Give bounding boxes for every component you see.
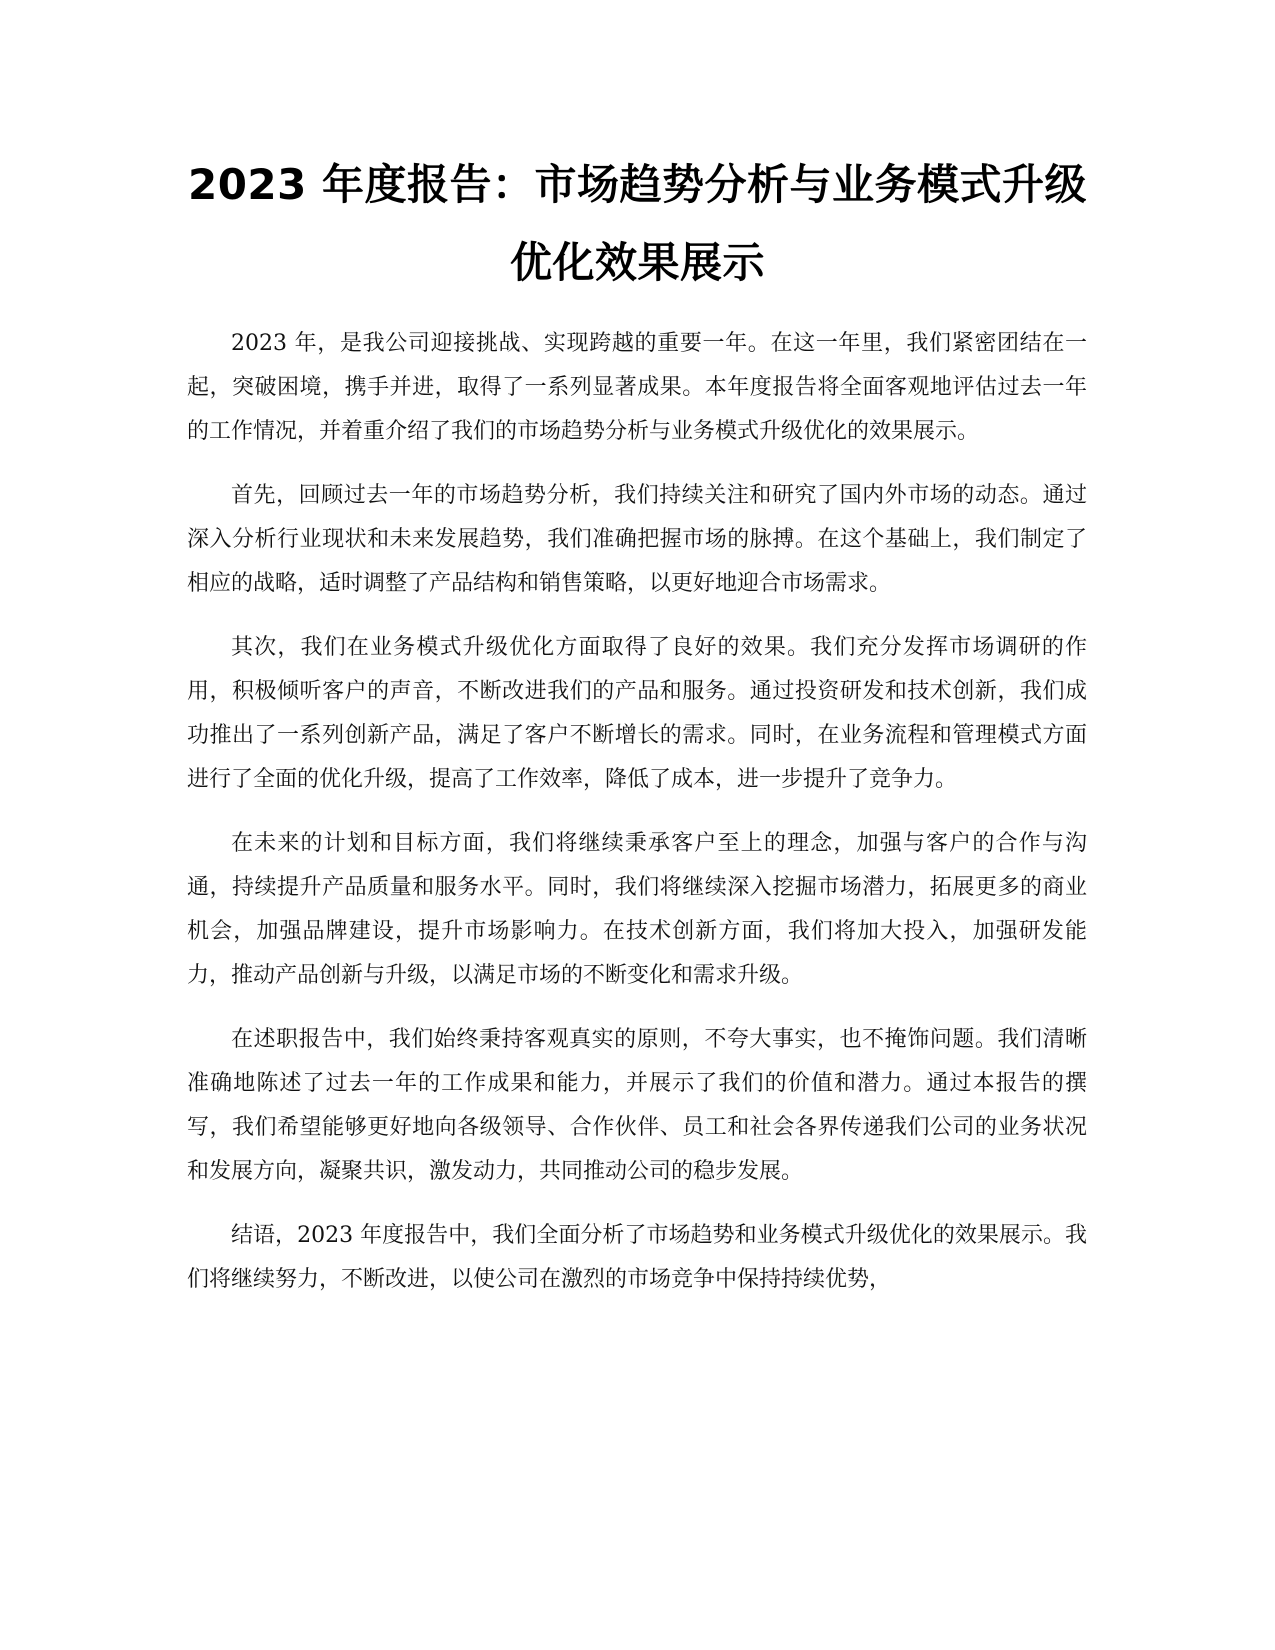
paragraph-market-trend: 首先，回顾过去一年的市场趋势分析，我们持续关注和研究了国内外市场的动态。通过深入分析行业现状和未来发展趋势，我们准确把握市场的脉搏。在这个基础上，我们制定了相应的战略，适时调整了产品结构和销售策略，以更好地迎合市场需求。 bbox=[187, 483, 1087, 596]
document-body bbox=[187, 322, 1087, 1322]
paragraph-future-plan: 在未来的计划和目标方面，我们将继续秉承客户至上的理念，加强与客户的合作与沟通，持续提升产品质量和服务水平。同时，我们将继续深入挖掘市场潜力，拓展更多的商业机会，加强品牌建设，提升市场影响力。在技术创新方面，我们将加大投入，加强研发能力，推动产品创新与升级，以满足市场的不断变化和需求升级。 bbox=[187, 831, 1087, 988]
paragraph-conclusion: 结语，2023 年度报告中，我们全面分析了市场趋势和业务模式升级优化的效果展示。我们将继续努力，不断改进，以使公司在激烈的市场竞争中保持持续优势， bbox=[187, 1223, 1087, 1292]
paragraph-report-principle: 在述职报告中，我们始终秉持客观真实的原则，不夸大事实，也不掩饰问题。我们清晰准确地陈述了过去一年的工作成果和能力，并展示了我们的价值和潜力。通过本报告的撰写，我们希望能够更好地向各级领导、合作伙伴、员工和社会各界传递我们公司的业务状况和发展方向，凝聚共识，激发动力，共同推动公司的稳步发展。 bbox=[187, 1027, 1087, 1184]
document-title: 2023 年度报告：市场趋势分析与业务模式升级优化效果展示 bbox=[187, 160, 1088, 287]
paragraph-business-model: 其次，我们在业务模式升级优化方面取得了良好的效果。我们充分发挥市场调研的作用，积极倾听客户的声音，不断改进我们的产品和服务。通过投资研发和技术创新，我们成功推出了一系列创新产品，满足了客户不断增长的需求。同时，在业务流程和管理模式方面进行了全面的优化升级，提高了工作效率，降低了成本，进一步提升了竞争力。 bbox=[187, 635, 1087, 792]
paragraph-intro: 2023 年，是我公司迎接挑战、实现跨越的重要一年。在这一年里，我们紧密团结在一起，突破困境，携手并进，取得了一系列显著成果。本年度报告将全面客观地评估过去一年的工作情况，并着重介绍了我们的市场趋势分析与业务模式升级优化的效果展示。 bbox=[187, 331, 1087, 444]
